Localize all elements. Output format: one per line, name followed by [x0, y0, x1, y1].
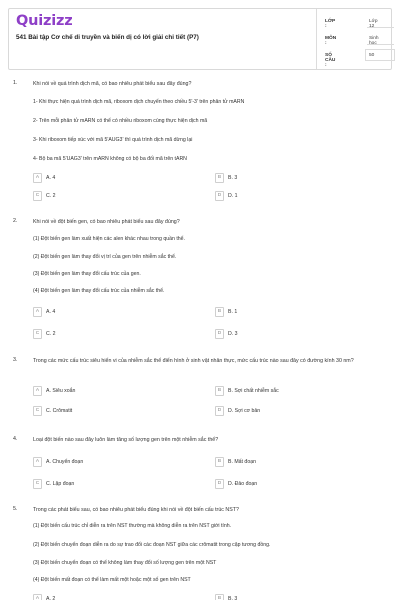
option-letter-box: C: [33, 329, 42, 339]
statement: 3- Khi riboxom tiếp xúc với mã 5'AUG3' thì quá trình dịch mã dừng lại: [33, 137, 193, 143]
option-letter-box: D: [215, 191, 224, 201]
statement: 1- Khi thực hiện quá trình dịch mã, riboxom dịch chuyển theo chiều 5'-3' trên phân tử mARN: [33, 99, 245, 105]
option-c[interactable]: [33, 191, 178, 203]
option-letter-box: C: [33, 479, 42, 489]
option-text: B. Mất đoạn: [228, 458, 256, 465]
statement: (4) Đột biến gen làm thay đổi cấu trúc của nhiễm sắc thể.: [33, 288, 165, 294]
option-d[interactable]: [215, 479, 360, 491]
option-letter-box: C: [33, 406, 42, 416]
question-text: Trong các mức cấu trúc siêu hiển vi của nhiễm sắc thể điển hình ở sinh vật nhân thực, mức cấu trúc nào sau đây có đường kính 30 nm?: [33, 358, 354, 364]
option-text: D. Đảo đoạn: [228, 480, 258, 487]
statement: (2) Đột biến gen làm thay đổi vị trí của gen trên nhiễm sắc thể.: [33, 254, 177, 260]
meta-subject-underline: [367, 44, 394, 45]
option-letter-box: A: [33, 457, 42, 467]
statement: (3) Đột biến chuyển đoạn có thể không làm thay đổi số lượng gen trên một NST: [33, 560, 217, 566]
option-text: D. 1: [228, 192, 238, 199]
option-letter-box: D: [215, 479, 224, 489]
option-b[interactable]: [215, 307, 360, 319]
worksheet-title: 541 Bài tập Cơ chế di truyền và biến dị có lời giải chi tiết (P7): [16, 34, 199, 41]
option-letter-box: B: [215, 173, 224, 183]
option-letter-box: B: [215, 457, 224, 467]
statement: (4) Đột biến mất đoạn có thể làm mất một hoặc một số gen trên NST: [33, 577, 191, 583]
worksheet-header: [8, 8, 392, 70]
question-number: 3.: [13, 357, 18, 363]
option-text: B. 3: [228, 174, 238, 181]
option-b[interactable]: [215, 386, 360, 398]
option-letter-box: A: [33, 386, 42, 396]
question-text: Trong các phát biểu sau, có bao nhiêu phát biểu đúng khi nói về đột biến cấu trúc NST?: [33, 507, 239, 513]
meta-subject-label: MÔN :: [325, 36, 337, 46]
option-a[interactable]: [33, 307, 178, 319]
option-a[interactable]: [33, 173, 178, 185]
option-letter-box: B: [215, 307, 224, 317]
statement: 4- Bộ ba mã 5'UAG3' trên mARN không có bộ ba đối mã trên tARN: [33, 156, 187, 162]
option-b[interactable]: [215, 594, 360, 600]
option-letter-box: D: [215, 329, 224, 339]
statement: (1) Đột biến cấu trúc chỉ diễn ra trên NST thường mà không diễn ra trên NST giới tính.: [33, 523, 232, 529]
option-a[interactable]: [33, 594, 178, 600]
option-text: C. Crômatit: [46, 407, 73, 414]
option-text: B. 3: [228, 595, 238, 600]
meta-grade-value: Lớp: [369, 19, 378, 24]
question-text: Loại đột biến nào sau đây luôn làm tăng số lượng gen trên một nhiễm sắc thể?: [33, 437, 219, 443]
statement: (2) Đột biến chuyển đoạn diễn ra do sự trao đổi các đoạn NST giữa các crômatit trong cặp tương đồng.: [33, 542, 271, 548]
quizizz-logo: Quizizz: [16, 13, 73, 29]
statement: (1) Đột biến gen làm xuất hiện các alen khác nhau trong quần thể.: [33, 236, 185, 242]
option-c[interactable]: [33, 479, 178, 491]
option-text: A. 4: [46, 174, 56, 181]
option-b[interactable]: [215, 457, 360, 469]
question-number: 4.: [13, 436, 18, 442]
option-a[interactable]: [33, 386, 178, 398]
option-letter-box: A: [33, 594, 42, 600]
option-text: D. Sợi cơ bản: [228, 407, 261, 414]
statement: 2- Trên mỗi phân tử mARN có thể có nhiều riboxom cùng thực hiện dịch mã: [33, 118, 208, 124]
option-text: A. 4: [46, 308, 56, 315]
option-letter-box: B: [215, 386, 224, 396]
question-number: 5.: [13, 506, 18, 512]
option-c[interactable]: [33, 406, 178, 418]
question-number: 1.: [13, 80, 18, 86]
option-a[interactable]: [33, 457, 178, 469]
option-d[interactable]: [215, 406, 360, 418]
header-divider: [316, 9, 317, 69]
question-text: Khi nói về đột biến gen, có bao nhiêu phát biểu sau đây đúng?: [33, 219, 180, 225]
meta-count-value: 50: [369, 53, 375, 58]
option-text: C. Lặp đoạn: [46, 480, 75, 487]
option-text: D. 3: [228, 330, 238, 337]
meta-count-label: SỐ CÂU :: [325, 53, 336, 68]
option-c[interactable]: [33, 329, 178, 341]
option-text: A. 2: [46, 595, 56, 600]
question-number: 2.: [13, 218, 18, 224]
option-letter-box: A: [33, 307, 42, 317]
option-text: B. Sợi chất nhiễm sắc: [228, 387, 279, 394]
option-letter-box: D: [215, 406, 224, 416]
option-b[interactable]: [215, 173, 360, 185]
option-text: C. 2: [46, 330, 56, 337]
meta-subject-value: Sinh: [369, 36, 379, 41]
meta-grade-label: LỚP :: [325, 19, 336, 29]
statement: (3) Đột biến gen làm thay đổi cấu trúc của gen.: [33, 271, 141, 277]
question-text: Khi nói về quá trình dịch mã, có bao nhiêu phát biểu sau đây đúng?: [33, 81, 192, 87]
option-text: A. Chuyển đoạn: [46, 458, 84, 465]
option-text: B. 1: [228, 308, 238, 315]
option-letter-box: A: [33, 173, 42, 183]
option-d[interactable]: [215, 191, 360, 203]
option-d[interactable]: [215, 329, 360, 341]
option-letter-box: B: [215, 594, 224, 600]
option-letter-box: C: [33, 191, 42, 201]
option-text: C. 2: [46, 192, 56, 199]
option-text: A. Siêu xoắn: [46, 387, 76, 394]
meta-grade-underline: [367, 27, 394, 28]
